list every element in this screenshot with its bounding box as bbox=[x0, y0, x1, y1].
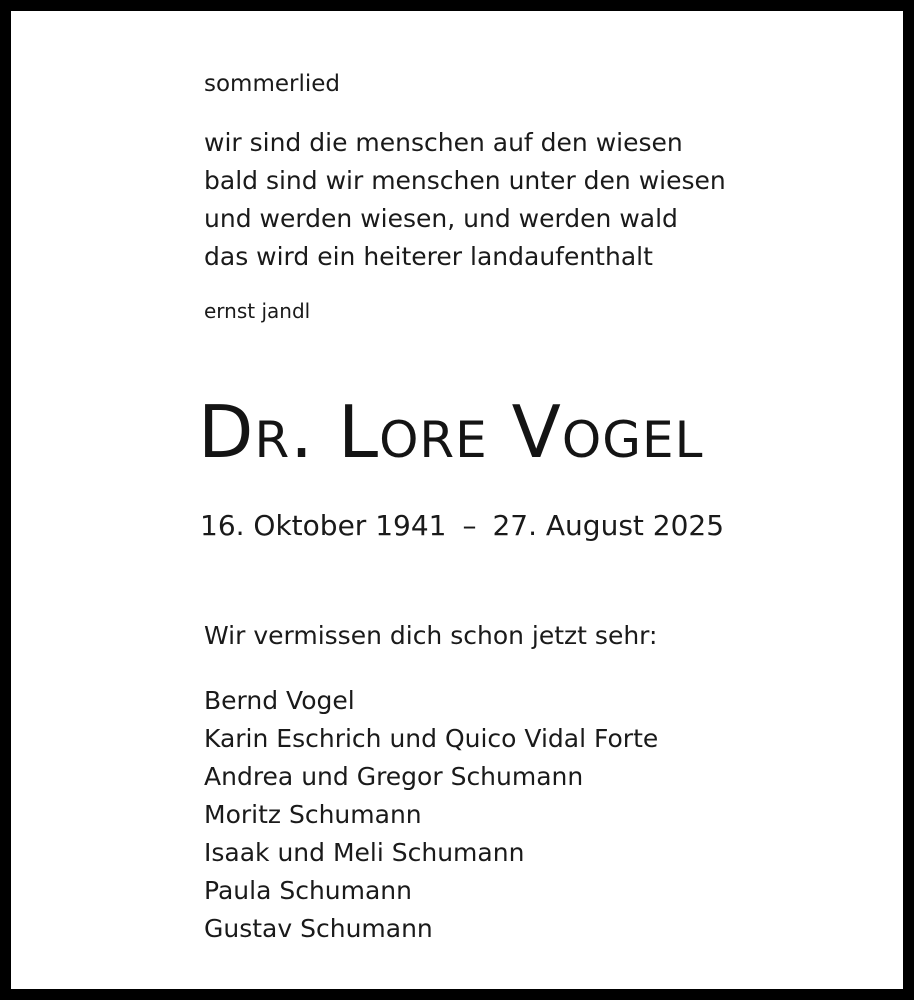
poem-line: das wird ein heiterer landaufenthalt bbox=[204, 242, 653, 271]
mourner-name: Bernd Vogel bbox=[204, 686, 355, 715]
deceased-name: Dr. Lore Vogel bbox=[198, 390, 704, 474]
poem-line: bald sind wir menschen unter den wiesen bbox=[204, 166, 726, 195]
birth-date: 16. Oktober 1941 bbox=[200, 509, 447, 542]
mourner-name: Andrea und Gregor Schumann bbox=[204, 762, 584, 791]
poem-author: ernst jandl bbox=[204, 299, 311, 323]
mourner-name: Paula Schumann bbox=[204, 876, 412, 905]
farewell-message: Wir vermissen dich schon jetzt sehr: bbox=[204, 621, 658, 650]
poem-line: und werden wiesen, und werden wald bbox=[204, 204, 678, 233]
mourner-name: Gustav Schumann bbox=[204, 914, 433, 943]
mourner-name: Moritz Schumann bbox=[204, 800, 422, 829]
poem-title: sommerlied bbox=[204, 71, 341, 97]
death-date: 27. August 2025 bbox=[492, 509, 725, 542]
date-separator: – bbox=[462, 509, 477, 542]
mourners-list bbox=[204, 682, 658, 948]
mourner-name: Isaak und Meli Schumann bbox=[204, 838, 525, 867]
poem-line: wir sind die menschen auf den wiesen bbox=[204, 128, 683, 157]
life-dates bbox=[200, 506, 724, 546]
mourner-name: Karin Eschrich und Quico Vidal Forte bbox=[204, 724, 659, 753]
poem-lines bbox=[204, 124, 726, 276]
